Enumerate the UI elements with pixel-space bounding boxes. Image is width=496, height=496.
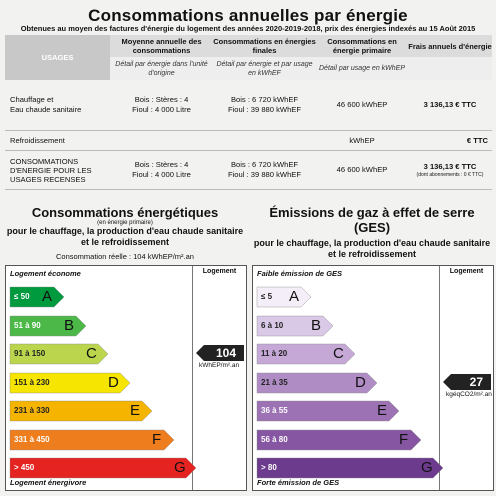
- col-header-frais: Frais annuels d'énergie: [408, 35, 492, 57]
- energy-title: Consommations énergétiques: [31, 205, 219, 220]
- row-frais: 3 136,13 € TTC: [423, 162, 477, 171]
- table-row: [5, 131, 492, 151]
- row-moyenne: [110, 131, 213, 151]
- class-letter: G: [174, 459, 186, 476]
- class-range-label: 231 à 330: [14, 406, 50, 415]
- row-frais: € TTC: [408, 131, 492, 151]
- ges-title: Émissions de gaz à effet de serre (GES): [269, 205, 475, 235]
- class-range-label: 51 à 90: [14, 320, 41, 330]
- row-finales: Bois : 6 720 kWhEF Fioul : 39 880 kWhEF: [213, 80, 316, 131]
- class-bar-f: [257, 430, 421, 450]
- row-frais: 3 136,13 € TTC: [408, 80, 492, 131]
- class-bar-e: [10, 401, 152, 421]
- class-letter: D: [108, 373, 119, 391]
- ges-top-label: Faible émission de GES: [257, 269, 343, 278]
- ges-section: [252, 205, 492, 273]
- class-range-label: 331 à 450: [14, 434, 50, 444]
- ges-value-marker: [443, 374, 491, 390]
- row-moyenne: Bois : Stères : 4 Fioul : 4 000 Litre: [110, 80, 213, 131]
- page-title: Consommations annuelles par énergie: [88, 6, 408, 25]
- energy-value-marker: [196, 345, 244, 361]
- energy-reading: Consommation réelle : 104 kWhEP/m².an: [56, 252, 194, 261]
- energy-section: [5, 205, 245, 261]
- class-bar-g: [257, 458, 443, 478]
- energy-subtitle: pour le chauffage, la production d'eau chaude sanitaire et le refroidissement: [6, 226, 244, 247]
- class-range-label: > 450: [14, 463, 35, 472]
- class-bar-d: [257, 373, 377, 393]
- row-frais-cell: [408, 151, 492, 190]
- row-frais-note: (dont abonnements : 0 € TTC): [416, 172, 484, 178]
- class-range-label: 36 à 55: [261, 406, 288, 415]
- class-bar-g: [10, 458, 196, 478]
- class-letter: C: [333, 345, 344, 362]
- class-letter: F: [152, 430, 162, 448]
- col-header-moyenne: Moyenne annuelle des consommations: [110, 35, 213, 57]
- class-letter: B: [64, 316, 75, 334]
- row-primaire: 46 600 kWhEP: [316, 151, 408, 190]
- ges-value-unit: kgéqCO2/m².an: [446, 390, 492, 398]
- class-letter: E: [130, 402, 141, 419]
- table-row: [5, 80, 492, 131]
- class-letter: B: [311, 316, 322, 334]
- ges-subtitle: pour le chauffage, la production d'eau chaude sanitaire et le refroidissement: [253, 238, 491, 259]
- energy-value-unit: kWhEP/m².an: [199, 362, 240, 369]
- energy-logement-column: [192, 266, 246, 490]
- class-range-label: 11 à 20: [261, 349, 288, 358]
- col-sub-primaire: Détail par usage en kWhEP: [316, 57, 408, 80]
- energy-note: (en énergie primaire): [97, 220, 153, 226]
- energy-bottom-label: Logement énergivore: [10, 478, 87, 487]
- class-bar-f: [10, 430, 174, 450]
- ges-scale: [252, 265, 494, 491]
- class-bar-d: [10, 373, 130, 393]
- class-bar-a: [10, 287, 64, 307]
- energy-top-label: Logement économe: [10, 269, 81, 278]
- row-finales: Bois : 6 720 kWhEF Fioul : 39 880 kWhEF: [213, 151, 316, 190]
- class-letter: A: [42, 288, 53, 305]
- ges-bottom-label: Forte émission de GES: [257, 478, 340, 487]
- class-range-label: ≤ 5: [261, 292, 273, 301]
- class-bar-c: [257, 344, 355, 364]
- class-bar-c: [10, 344, 108, 364]
- class-bar-a: [257, 287, 311, 307]
- col-header-primaire: Consommations en énergie primaire: [316, 35, 408, 57]
- row-moyenne: Bois : Stères : 4 Fioul : 4 000 Litre: [110, 151, 213, 190]
- class-range-label: 91 à 150: [14, 349, 46, 358]
- page-subtitle: Obtenues au moyen des factures d'énergie du logement des années 2020-2019-2018, prix des énergies indexés au 15 Août 2015: [20, 24, 476, 33]
- class-range-label: > 80: [261, 463, 277, 472]
- row-usage: Chauffage et Eau chaude sanitaire: [5, 80, 110, 131]
- col-sub-frais: [408, 57, 492, 80]
- energy-column-label: Logement: [202, 268, 237, 275]
- row-finales: [213, 131, 316, 151]
- col-sub-finales: Détail par énergie et par usage en kWhEF: [213, 57, 316, 80]
- col-sub-moyenne: Détail par énergie dans l'unité d'origine: [110, 57, 213, 80]
- energy-value: 104: [215, 346, 236, 360]
- col-header-finales: Consommations en énergies finales: [213, 37, 316, 55]
- class-bar-e: [257, 401, 399, 421]
- class-range-label: 151 à 230: [14, 377, 50, 387]
- class-range-label: ≤ 50: [14, 292, 30, 301]
- class-letter: D: [355, 373, 366, 391]
- usages-header: USAGES: [5, 35, 110, 80]
- class-letter: E: [377, 402, 388, 419]
- class-range-label: 56 à 80: [261, 434, 288, 444]
- row-primaire: 46 600 kWhEP: [316, 80, 408, 131]
- consumption-table: [5, 35, 492, 190]
- class-letter: G: [421, 459, 433, 476]
- table-row: [5, 151, 492, 190]
- row-usage: CONSOMMATIONS D'ENERGIE POUR LES USAGES RECENSES: [5, 151, 110, 190]
- ges-value: 27: [469, 374, 483, 389]
- ges-column-label: Logement: [449, 268, 484, 275]
- class-letter: F: [399, 430, 409, 448]
- class-letter: C: [86, 345, 97, 362]
- row-usage: Refroidissement: [5, 131, 110, 151]
- class-range-label: 6 à 10: [261, 320, 284, 330]
- class-range-label: 21 à 35: [261, 377, 288, 387]
- class-letter: A: [289, 288, 300, 305]
- class-bar-b: [10, 316, 86, 336]
- row-primaire: kWhEP: [316, 131, 408, 151]
- class-bar-b: [257, 316, 333, 336]
- energy-scale: [5, 265, 247, 491]
